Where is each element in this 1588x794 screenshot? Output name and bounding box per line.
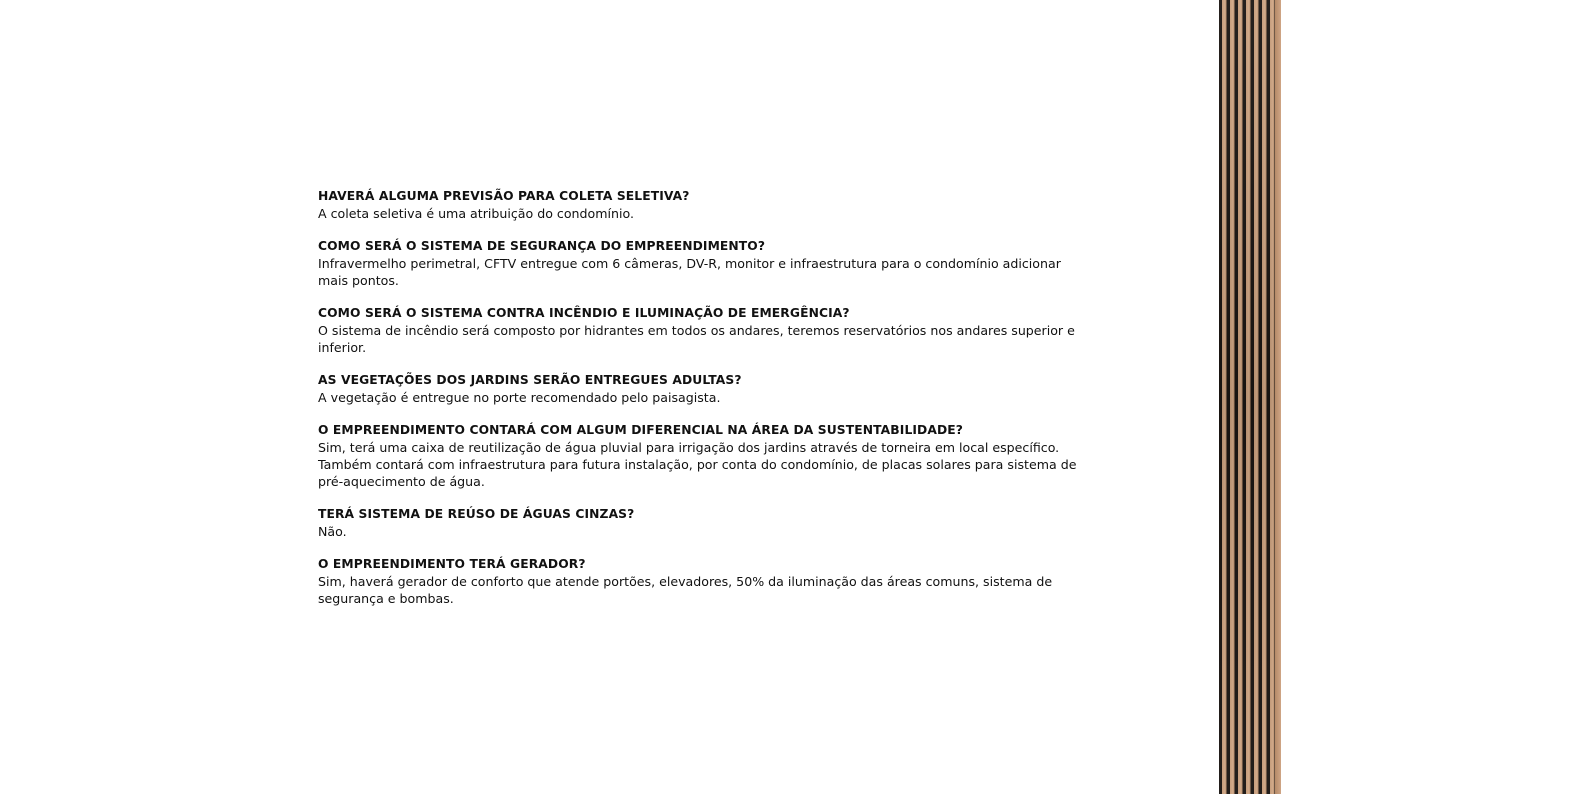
faq-question: TERÁ SISTEMA DE REÚSO DE ÁGUAS CINZAS? [318,507,635,521]
faq-question: HAVERÁ ALGUMA PREVISÃO PARA COLETA SELETIVA? [318,189,690,203]
faq-item [318,372,1078,406]
faq-answer: A coleta seletiva é uma atribuição do condomínio. [318,206,634,221]
decorative-wood-slat-panel [1219,0,1281,794]
faq-answer: A vegetação é entregue no porte recomendado pelo paisagista. [318,390,721,405]
faq-answer: Sim, haverá gerador de conforto que atende portões, elevadores, 50% da iluminação das áreas comuns, sistema de segurança e bombas. [318,574,1053,606]
faq-item [318,305,1078,356]
faq-item [318,238,1078,289]
faq-answer: Infravermelho perimetral, CFTV entregue com 6 câmeras, DV-R, monitor e infraestrutura para o condomínio adicionar mais pontos. [318,256,1061,288]
faq-answer: Não. [318,524,347,539]
faq-question: O EMPREENDIMENTO TERÁ GERADOR? [318,557,586,571]
faq-question: COMO SERÁ O SISTEMA CONTRA INCÊNDIO E ILUMINAÇÃO DE EMERGÊNCIA? [318,306,850,320]
faq-answer: O sistema de incêndio será composto por hidrantes em todos os andares, teremos reservatórios nos andares superior e inferior. [318,323,1075,355]
faq-item [318,556,1078,607]
faq-list [318,188,1078,623]
faq-question: COMO SERÁ O SISTEMA DE SEGURANÇA DO EMPREENDIMENTO? [318,239,766,253]
faq-answer: Sim, terá uma caixa de reutilização de água pluvial para irrigação dos jardins através de torneira em local específico. Também contará com infraestrutura para futura instalação, por conta do condomínio, de placas solares para sistema de pré-aquecimento de água. [318,440,1077,489]
faq-item [318,506,1078,540]
faq-item [318,422,1078,490]
wood-grain-overlay [1219,0,1281,794]
faq-item [318,188,1078,222]
faq-question: O EMPREENDIMENTO CONTARÁ COM ALGUM DIFERENCIAL NA ÁREA DA SUSTENTABILIDADE? [318,423,964,437]
faq-question: AS VEGETAÇÕES DOS JARDINS SERÃO ENTREGUES ADULTAS? [318,373,742,387]
